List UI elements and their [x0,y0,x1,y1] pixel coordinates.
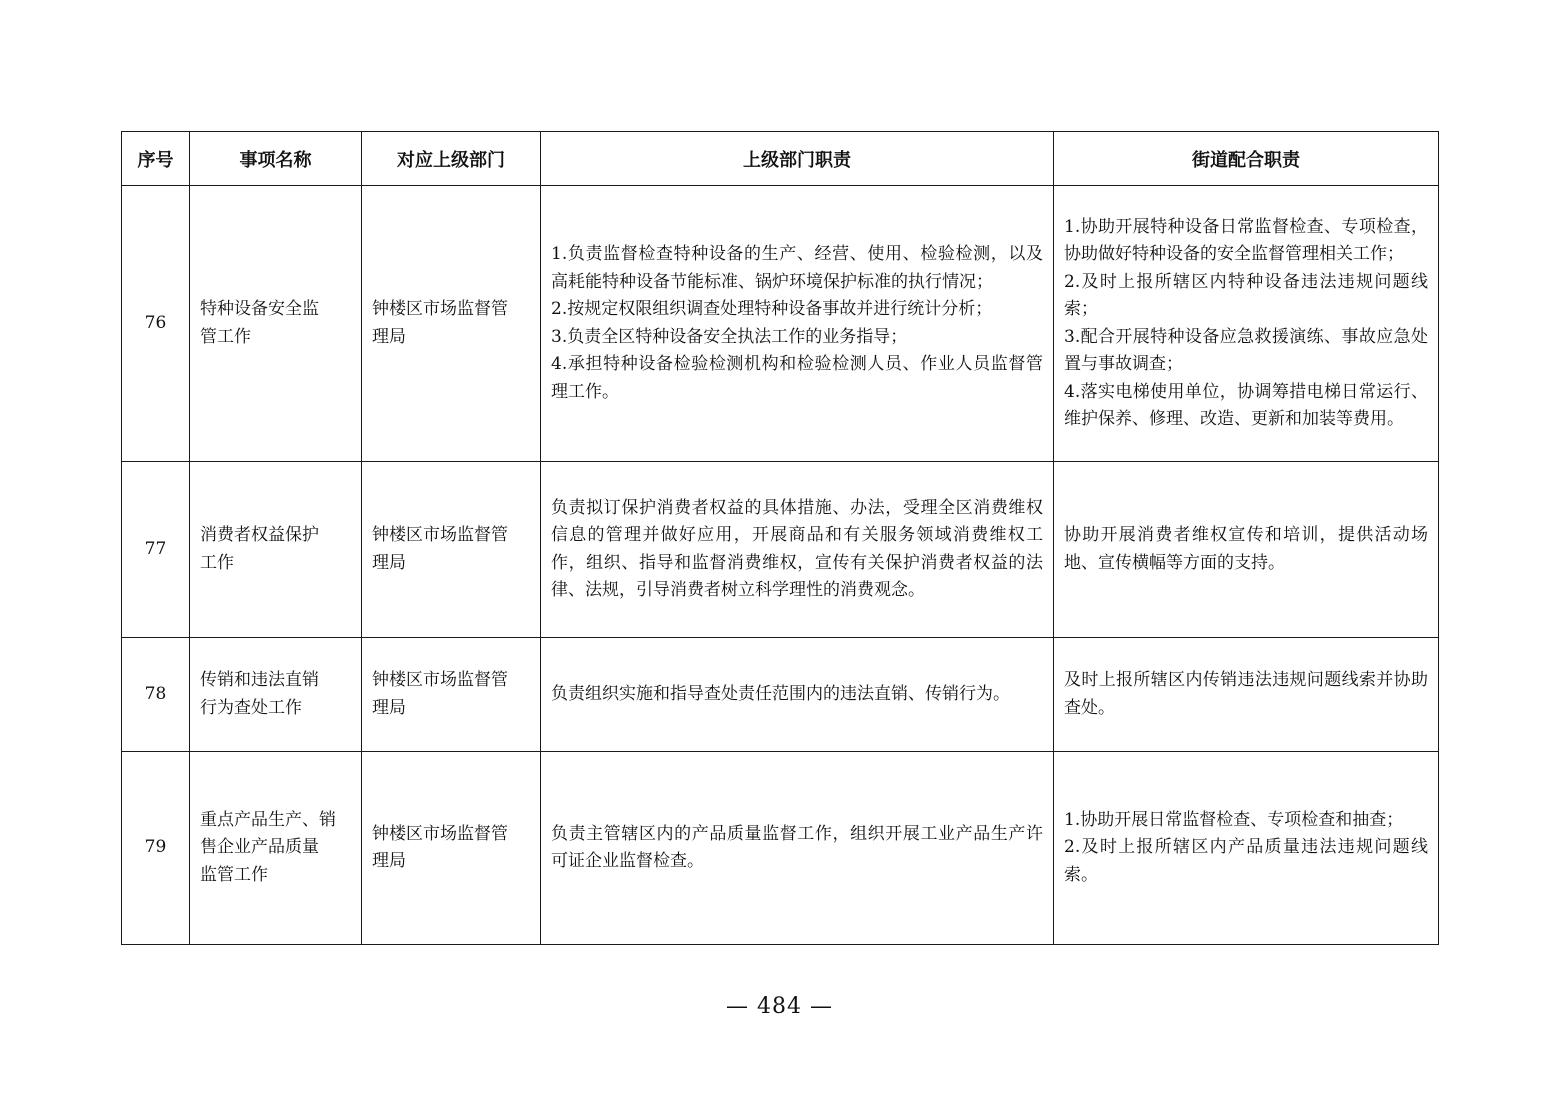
item-name-line: 传销和违法直销 [200,670,319,690]
row-item-name [190,638,362,752]
duty-item: 2.及时上报所辖区内产品质量违法违规问题线索。 [1064,837,1428,885]
item-name-line: 管工作 [200,326,251,347]
duty-item: 1.协助开展特种设备日常监督检查、专项检查，协助做好特种设备的安全监督管理相关工作； [1064,216,1428,264]
row-item-name [190,186,362,462]
row-upper-duties [541,752,1054,945]
dept-line: 理局 [372,851,406,871]
table-header-row [122,132,1439,186]
row-item-name [190,462,362,638]
item-name-line: 特种设备安全监 [200,299,319,319]
row-seq: 76 [122,186,190,462]
row-upper-duties [541,638,1054,752]
row-upper-duties [541,186,1054,462]
duty-item: 及时上报所辖区内传销违法违规问题线索并协助查处。 [1064,670,1428,718]
header-street-duties: 街道配合职责 [1054,132,1439,186]
dept-line: 钟楼区市场监督管 [372,823,508,844]
dept-line: 理局 [372,697,406,718]
duty-item: 3.配合开展特种设备应急救援演练、事故应急处置与事故调查； [1064,326,1428,374]
item-name-line: 售企业产品质量 [200,837,319,858]
duty-item: 负责拟订保护消费者权益的具体措施、办法，受理全区消费维权信息的管理并做好应用，开展商品和有关服务领域消费维权工作，组织、指导和监督消费维权，宣传有关保护消费者权益的法律、法规，引导消费者树立科学理性的消费观念。 [551,497,1043,600]
duty-item: 4.承担特种设备检验检测机构和检验检测人员、作业人员监督管理工作。 [551,354,1043,402]
row-street-duties [1054,752,1439,945]
duty-item: 2.及时上报所辖区内特种设备违法违规问题线索； [1064,271,1428,319]
row-upper-dept [362,186,541,462]
duty-item: 3.负责全区特种设备安全执法工作的业务指导； [551,326,908,347]
item-name-line: 行为查处工作 [200,697,302,718]
table-row [122,638,1439,752]
row-street-duties [1054,462,1439,638]
duty-table [121,131,1439,945]
item-name-line: 消费者权益保护 [200,525,319,545]
item-name-line: 工作 [200,552,234,573]
row-upper-dept [362,752,541,945]
dept-line: 钟楼区市场监督管 [372,525,508,545]
header-item-name: 事项名称 [190,132,362,186]
row-seq: 78 [122,638,190,752]
duty-item: 1.协助开展日常监督检查、专项检查和抽查； [1064,809,1404,830]
header-upper-duties: 上级部门职责 [541,132,1054,186]
duty-item: 2.按规定权限组织调查处理特种设备事故并进行统计分析； [551,299,993,319]
row-item-name [190,752,362,945]
duty-item: 协助开展消费者维权宣传和培训，提供活动场地、宣传横幅等方面的支持。 [1064,525,1428,573]
duty-item: 负责主管辖区内的产品质量监督工作，组织开展工业产品生产许可证企业监督检查。 [551,823,1043,871]
item-name-line: 监管工作 [200,864,268,885]
row-seq: 79 [122,752,190,945]
item-name-line: 重点产品生产、销 [200,809,336,830]
row-street-duties [1054,638,1439,752]
duty-item: 负责组织实施和指导查处责任范围内的违法直销、传销行为。 [551,683,1010,704]
dept-line: 理局 [372,326,406,347]
dept-line: 钟楼区市场监督管 [372,299,508,319]
row-upper-dept [362,638,541,752]
duty-item: 4.落实电梯使用单位，协调筹措电梯日常运行、维护保养、修理、改造、更新和加装等费用。 [1064,381,1428,429]
row-seq: 77 [122,462,190,638]
row-upper-dept [362,462,541,638]
page-number: — 484 — [726,994,833,1019]
row-upper-duties [541,462,1054,638]
row-street-duties [1054,186,1439,462]
table-row [122,752,1439,945]
dept-line: 理局 [372,552,406,573]
dept-line: 钟楼区市场监督管 [372,670,508,690]
table-row [122,186,1439,462]
header-upper-dept: 对应上级部门 [362,132,541,186]
header-seq: 序号 [122,132,190,186]
duty-item: 1.负责监督检查特种设备的生产、经营、使用、检验检测，以及高耗能特种设备节能标准、锅炉环境保护标准的执行情况； [551,244,1043,292]
table-row [122,462,1439,638]
